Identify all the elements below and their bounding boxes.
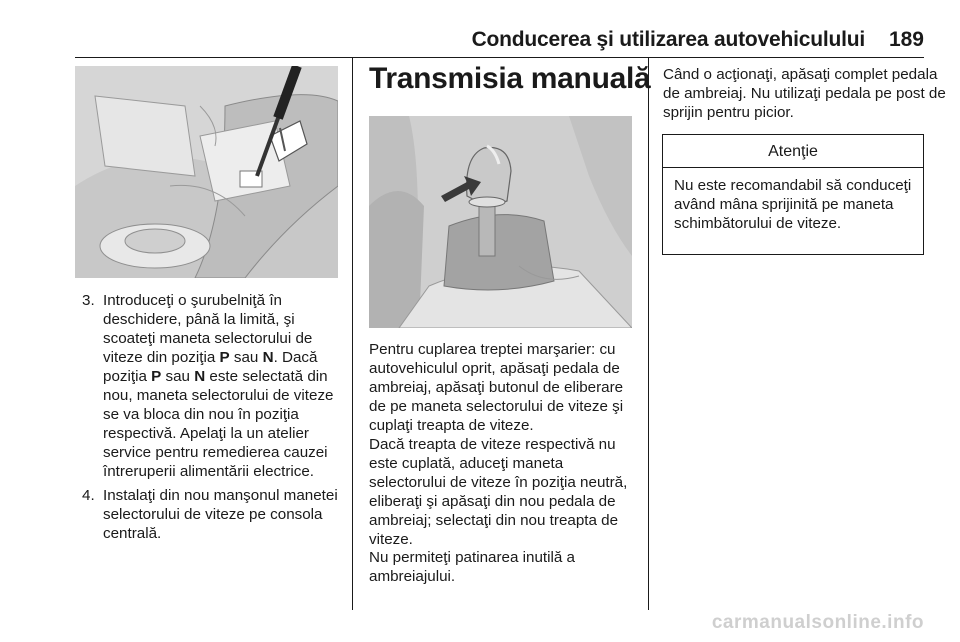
page-number: 189 [888, 28, 924, 51]
procedure-steps [82, 291, 344, 548]
step-number: 4. [82, 487, 95, 504]
warning-heading: Atenţie [663, 135, 923, 168]
column-divider [648, 58, 649, 610]
paragraph: Când o acţionaţi, apăsaţi complet pedala de ambreiaj. Nu utilizaţi pedala pe post de sprijin pentru picior. [663, 66, 946, 121]
selector-lever-removal-illustration [75, 66, 338, 278]
paragraph: Dacă treapta de viteze respectivă nu este cuplată, aduceţi maneta selectorului de viteze în poziţia neutră, eliberaţi şi apăsaţi din nou pedala de ambreiaj; selectaţi din nou treapta de viteze. [369, 436, 628, 548]
watermark: carmanualsonline.info [711, 612, 924, 633]
section-title: Transmisia manuală [369, 62, 651, 95]
paragraph: Nu permiteţi patinarea inutilă a ambreiajului. [369, 549, 575, 585]
warning-text: Nu este recomandabil să conduceţi având mâna sprijinită pe maneta schimbătorului de viteze. [674, 177, 912, 232]
chapter-title: Conducerea şi utilizarea autovehiculului [471, 28, 865, 51]
step-4: 4. Instalaţi din nou manşonul manetei selectorului de viteze pe consola centrală. [82, 487, 338, 542]
warning-box [662, 134, 924, 255]
step-number: 3. [82, 292, 95, 309]
step-3: 3. Introduceţi o şurubelniţă în deschidere, până la limită, şi scoateţi maneta selectorului de viteze din poziţia P sau N. Dacă poziţia P sau N este selectată din nou, maneta selectorului de viteze se va bloca din nou în poziţia respectivă. Apelaţi la un atelier service pentru remedierea cauzei întreruperii alimentării electrice. [82, 292, 334, 480]
column-divider [352, 58, 353, 610]
page-header [0, 0, 960, 60]
paragraph: Pentru cuplarea treptei marşarier: cu autovehiculul oprit, apăsaţi pedala de ambreiaj, apăsaţi butonul de eliberare de pe maneta selectorului de viteze şi cuplaţi treapta de viteze. [369, 341, 624, 434]
header-rule [75, 57, 924, 58]
gear-lever-illustration [369, 116, 632, 328]
